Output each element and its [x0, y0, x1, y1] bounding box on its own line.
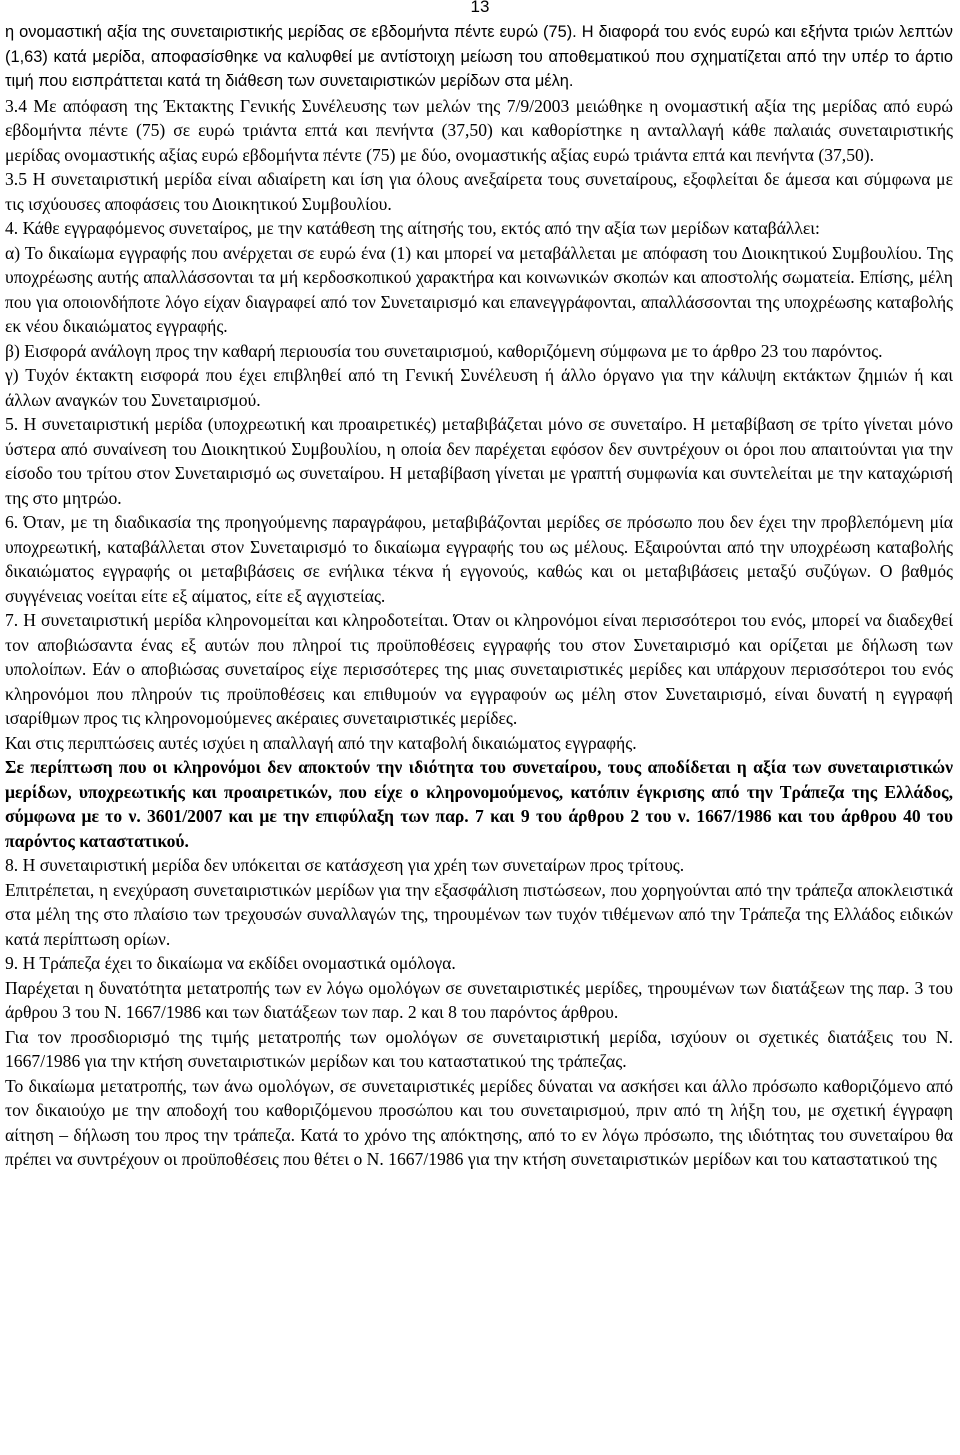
paragraph-4-b: β) Εισφορά ανάλογη προς την καθαρή περιουσία του συνεταιρισμού, καθοριζόμενη σύμφωνα με το άρθρο 23 του παρόντος. — [5, 340, 883, 361]
paragraph-4-a: α) Το δικαίωμα εγγραφής που ανέρχεται σε ευρώ ένα (1) και μπορεί να μεταβάλλεται με απόφαση του Διοικητικού Συμβουλίου. Της υποχρέωσης αυτής απαλλάσσονται τα μή κερδοσκοπικού χαρακτήρα και κοινωνικών σκοπών και αποστολής σωματεία. Επίσης, μέλη που για οποιονδήποτε λόγο είχαν διαγραφεί από τον Συνεταιρισμό και επανεγγράφονται, απαλλάσσονται της υποχρέωσης καταβολής εκ νέου δικαιώματος εγγραφής. — [5, 242, 953, 336]
paragraph-3-4: 3.4 Με απόφαση της Έκτακτης Γενικής Συνέλευσης των μελών της 7/9/2003 μειώθηκε η ονομαστική αξία της μερίδας από ευρώ εβδομήντα πέντε (75) σε ευρώ τριάντα επτά και πενήντα (37,50) και καθορίστηκε η ανταλλαγή κάθε παλαιάς συνεταιριστικής μερίδας ονομαστικής αξίας ευρώ εβδομήντα πέντε (75) με δύο, ονομαστικής αξίας ευρώ τριάντα επτά και πενήντα (37,50). — [5, 95, 953, 165]
paragraph-6: 6. Όταν, με τη διαδικασία της προηγούμενης παραγράφου, μεταβιβάζονται μερίδες σε πρόσωπο που δεν έχει την προβλεπόμενη μία υποχρεωτική, καταβάλλεται στον Συνεταιρισμό το δικαίωμα εγγραφής του ως μέλους. Εξαιρούνται από την υποχρέωση καταβολής δικαιώματος εγγραφής οι μεταβιβάσεις σε ενήλικα τέκνα ή εγγονούς, καθώς και οι μεταβιβάσεις μεταξύ συζύγων. Ο βαθμός συγγένειας νοείται είτε εξ αίματος, είτε εξ αγχιστείας. — [5, 512, 953, 606]
paragraph-4-c: γ) Τυχόν έκτακτη εισφορά που έχει επιβληθεί από τη Γενική Συνέλευση ή άλλο όργανο για την κάλυψη εκτάκτων ζημιών ή και άλλων αναγκών του Συνεταιρισμού. — [5, 365, 953, 410]
paragraph-9-price: Για τον προσδιορισμό της τιμής μετατροπής των ομολόγων σε συνεταιριστική μερίδα, ισχύουν οι σχετικές διατάξεις του Ν. 1667/1986 για την κτήση συνεταιριστικών μερίδων και του καταστατικού της τράπεζας. — [5, 1026, 953, 1071]
page-number: 13 — [470, 0, 490, 16]
paragraph-9-right: Το δικαίωμα μετατροπής, των άνω ομολόγων, σε συνεταιριστικές μερίδες δύναται να ασκήσει και άλλο πρόσωπο καθοριζόμενο από τον δικαιούχο με την αποδοχή του καθοριζόμενου προσώπου και του συνεταιρισμού, πριν από τη λήξη του, με σχετική έγγραφη αίτηση – δήλωση του προς την τράπεζα. Κατά το χρόνο της απόκτησης, από το εν λόγω πρόσωπο, της ιδιότητας του συνεταίρου θα πρέπει να συντρέχουν οι προϋποθέσεις που θέτει ο Ν. 1667/1986 για την κτήση συνεταιριστικών μερίδων και του καταστατικού της — [5, 1075, 953, 1169]
paragraph-3-5: 3.5 Η συνεταιριστική μερίδα είναι αδιαίρετη και ίση για όλους ανεξαίρετα τους συνεταίρους, εξοφλείται δε άμεσα και σύμφωνα με τις ισχύουσες αποφάσεις του Διοικητικού Συμβουλίου. — [5, 169, 953, 214]
document-body — [5, 20, 953, 1172]
paragraph-9: 9. Η Τράπεζα έχει το δικαίωμα να εκδίδει ονομαστικά ομόλογα. — [5, 953, 456, 973]
paragraph-7-exemption: Και στις περιπτώσεις αυτές ισχύει η απαλλαγή από την καταβολή δικαιώματος εγγραφής. — [5, 732, 637, 753]
paragraph-4: 4. Κάθε εγγραφόμενος συνεταίρος, με την κατάθεση της αίτησής του, εκτός από την αξία των μερίδων καταβάλλει: — [5, 218, 820, 238]
paragraph-8-pledge: Επιτρέπεται, η ενεχύραση συνεταιριστικών μερίδων για την εξασφάλιση πιστώσεων, που χορηγούνται από την τράπεζα αποκλειστικά στα μέλη της στο πλαίσιο των τρεχουσών συναλλαγών της, τηρουμένων των τυχόν τιθέμενων από την Τράπεζα της Ελλάδος ειδικών κατά περίπτωση ορίων. — [5, 879, 953, 949]
paragraph-5: 5. Η συνεταιριστική μερίδα (υποχρεωτική και προαιρετικές) μεταβιβάζεται μόνο σε συνεταίρο. Η μεταβίβαση σε τρίτο γίνεται μόνο ύστερα από συναίνεση του Διοικητικού Συμβουλίου, η οποία δεν παρέχεται εφόσον δεν συντρέχουν οι όροι που απαιτούνται για την είσοδο του τρίτου στον Συνεταιρισμό ως συνεταίρου. Η μεταβίβαση γίνεται με γραπτή συμφωνία και συντελείται με την καταχώρισή της στο μητρώο. — [5, 414, 953, 508]
paragraph-7-heirs-bold: Σε περίπτωση που οι κληρονόμοι δεν αποκτούν την ιδιότητα του συνεταίρου, τους αποδίδεται η αξία των συνεταιριστικών μερίδων, υποχρεωτικής και προαιρετικών, που είχε ο κληρονομούμενος, κατόπιν έγκρισης από την Τράπεζα της Ελλάδος, σύμφωνα με το ν. 3601/2007 και με την επιφύλαξη των παρ. 7 και 9 του άρθρου 2 του ν. 1667/1986 και του άρθρου 40 του παρόντος καταστατικού. — [5, 757, 953, 851]
paragraph-7: 7. Η συνεταιριστική μερίδα κληρονομείται και κληροδοτείται. Όταν οι κληρονόμοι είναι περισσότεροι του ενός, μπορεί να διαδεχθεί τον αποβιώσαντα ένας εξ αυτών που πληροί τις προϋποθέσεις εγγραφής του στον Συνεταιρισμό και ορίζεται με δήλωση των υπολοίπων. Εάν ο αποβιώσας συνεταίρος είχε περισσότερες της μιας συνεταιριστικές μερίδες και υπάρχουν περισσότεροι του ενός κληρονόμοι που πληρούν τις προϋποθέσεις και επιθυμούν να εγγραφούν ως μέλη στον Συνεταιρισμό, είναι δυνατή η εγγραφή ισαρίθμων προς τις κληρονομούμενες ακέραιες συνεταιριστικές μερίδες. — [5, 610, 953, 728]
paragraph-share-value-75: η ονομαστική αξία της συνεταιριστικής μερίδας σε εβδομήντα πέντε ευρώ (75). Η διαφορά του ενός ευρώ και εξήντα τριών λεπτών (1,63) κατά μερίδα, αποφασίσθηκε να καλυφθεί με αντίστοιχη μείωση του αποθεματικού που σχηματίζεται από την υπέρ το άρτιο τιμή που εισπράττεται κατά τη διάθεση των συνεταιριστικών μερίδων στα μέλη. — [5, 23, 953, 90]
paragraph-8: 8. Η συνεταιριστική μερίδα δεν υπόκειται σε κατάσχεση για χρέη των συνεταίρων προς τρίτους. — [5, 855, 685, 875]
paragraph-9-conversion: Παρέχεται η δυνατότητα μετατροπής των εν λόγω ομολόγων σε συνεταιριστικές μερίδες, τηρουμένων των διατάξεων της παρ. 3 του άρθρου 3 του Ν. 1667/1986 και των διατάξεων των παρ. 2 και 8 του παρόντος άρθρου. — [5, 977, 953, 1022]
